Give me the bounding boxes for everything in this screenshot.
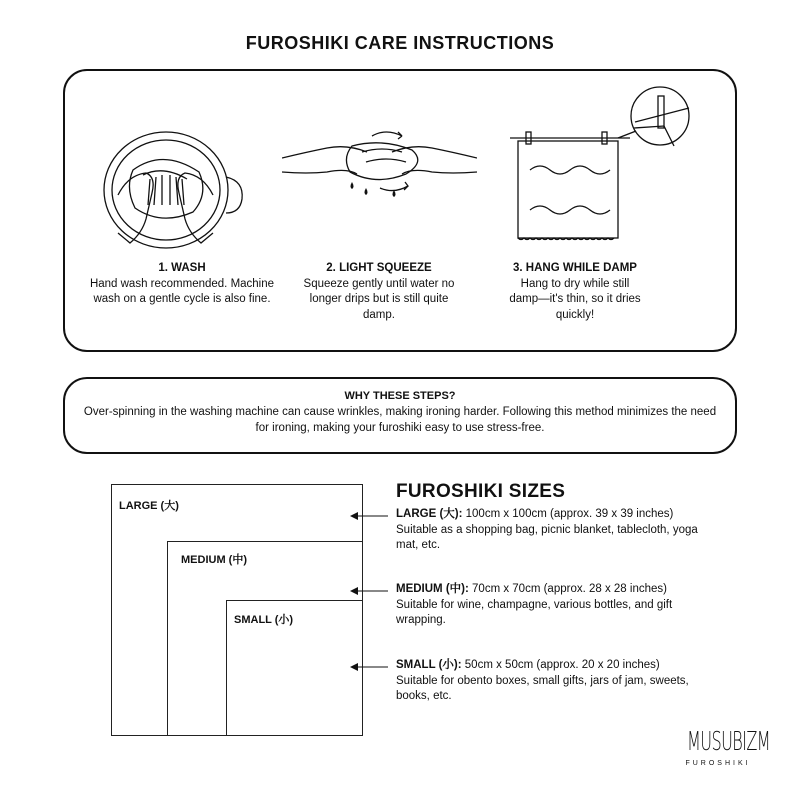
step-text: Hand wash recommended. Machine wash on a gentle cycle is also fine. (89, 277, 275, 305)
brand-name: MUSUBIZM (687, 727, 771, 757)
step-heading: 2. LIGHT SQUEEZE (326, 262, 432, 274)
step-heading: 3. HANG WHILE DAMP (513, 262, 637, 274)
medium-square-label: MEDIUM (中) (181, 554, 247, 566)
brand-logo (668, 726, 771, 767)
small-square-label: SMALL (小) (234, 614, 294, 626)
why-text: Over-spinning in the washing machine can cause wrinkles, making ironing harder. Following this method minimizes the need for ironing, making your furoshiki easy to use stress-free. (83, 406, 717, 434)
large-square-label: LARGE (大) (119, 500, 179, 512)
squeeze-illustration (282, 128, 477, 203)
size-dims: 100cm x 100cm (approx. 39 x 39 inches) (462, 508, 674, 520)
size-use: Suitable as a shopping bag, picnic blanket, tablecloth, yoga mat, etc. (396, 523, 698, 551)
wash-basin-illustration (98, 125, 248, 255)
sizes-title: FUROSHIKI SIZES (396, 481, 566, 502)
hanging-cloth-illustration (510, 86, 700, 246)
size-dims: 70cm x 70cm (approx. 28 x 28 inches) (468, 583, 667, 595)
brand-sub: FUROSHIKI (685, 760, 751, 767)
size-name: MEDIUM (中): (396, 583, 469, 595)
step-wash (82, 261, 282, 308)
arrow-left-icon (350, 585, 390, 597)
page-title: FUROSHIKI CARE INSTRUCTIONS (245, 33, 555, 53)
step-text: Squeeze gently until water no longer drips but is still quite damp. (303, 277, 455, 321)
size-item-medium (396, 582, 716, 629)
why-these-steps-panel (63, 377, 737, 454)
size-name: SMALL (小): (396, 659, 462, 671)
why-heading: WHY THESE STEPS? (344, 390, 456, 402)
size-item-large (396, 507, 716, 554)
size-use: Suitable for obento boxes, small gifts, jars of jam, sweets, books, etc. (396, 674, 689, 702)
size-item-small (396, 658, 716, 705)
step-squeeze (279, 261, 479, 323)
arrow-left-icon (350, 510, 390, 522)
arrow-left-icon (350, 661, 390, 673)
size-name: LARGE (大): (396, 508, 463, 520)
step-text: Hang to dry while still damp—it's thin, so it dries quickly! (509, 277, 641, 321)
step-heading: 1. WASH (158, 262, 206, 274)
size-use: Suitable for wine, champagne, various bottles, and gift wrapping. (396, 598, 673, 626)
size-dims: 50cm x 50cm (approx. 20 x 20 inches) (461, 659, 660, 671)
step-hang (475, 261, 675, 323)
